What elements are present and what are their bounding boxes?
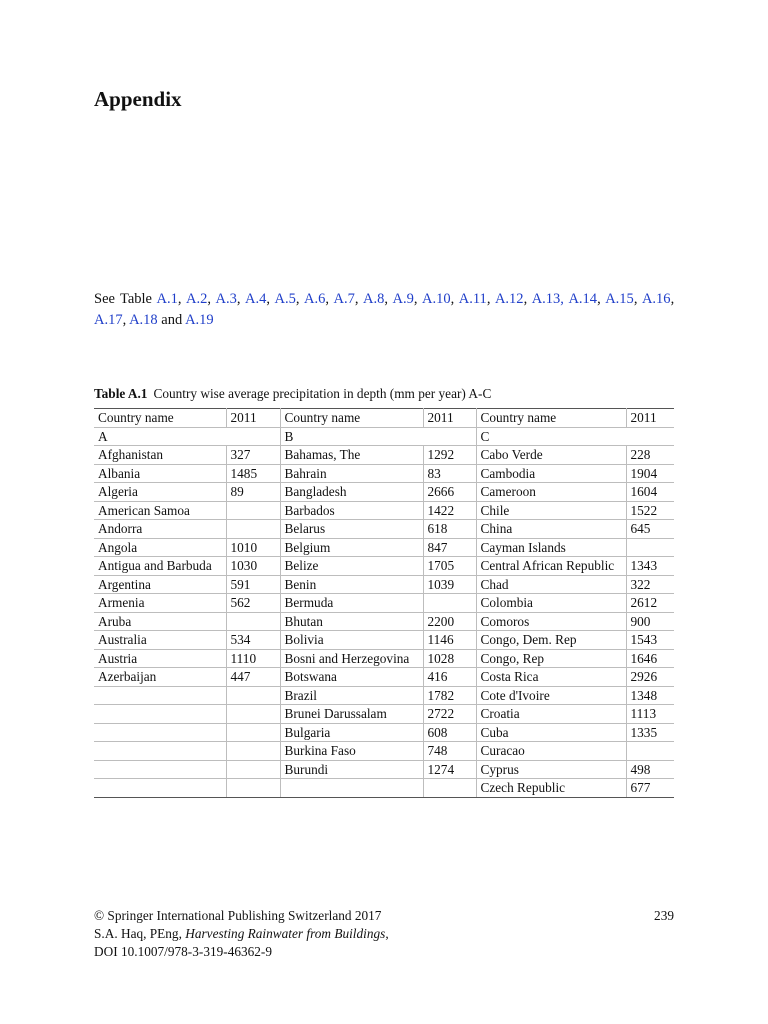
country-name: Cambodia (476, 464, 626, 483)
precip-value: 645 (626, 520, 674, 539)
table-link[interactable]: A.13, (531, 291, 564, 307)
doi-line: DOI 10.1007/978-3-319-46362-9 (94, 944, 273, 959)
table-caption-text: Country wise average precipitation in depth (mm per year) A-C (153, 386, 492, 401)
header-country-a: Country name (94, 409, 226, 428)
country-name: Cuba (476, 723, 626, 742)
precip-value: 1782 (423, 686, 476, 705)
table-link[interactable]: A.4 (245, 291, 267, 307)
precip-value: 447 (226, 668, 280, 687)
table-link[interactable]: A.12 (494, 291, 524, 307)
country-name: Curacao (476, 742, 626, 761)
precip-value: 1522 (626, 501, 674, 520)
table-row (94, 742, 674, 761)
table-link[interactable]: A.15 (605, 291, 634, 307)
precip-value: 322 (626, 575, 674, 594)
precip-value (226, 612, 280, 631)
precip-value (423, 594, 476, 613)
precip-value (626, 538, 674, 557)
precip-value (226, 705, 280, 724)
table-link[interactable]: A.18 (129, 312, 158, 328)
precip-value (626, 742, 674, 761)
table-links-line1: A.1, A.2, A.3, A.4, A.5, A.6, A.7, A.8, A.9, A.10, A.11, A.12, A.13, (156, 291, 564, 307)
precip-value: 1292 (423, 446, 476, 465)
country-name (94, 742, 226, 761)
table-header-row (94, 409, 674, 428)
header-year-c: 2011 (626, 409, 674, 428)
country-name: Burkina Faso (280, 742, 423, 761)
country-name: Chile (476, 501, 626, 520)
precip-value (423, 779, 476, 798)
precip-value: 1335 (626, 723, 674, 742)
country-name: Benin (280, 575, 423, 594)
table-row (94, 446, 674, 465)
letter-row (94, 427, 674, 446)
precip-value: 1485 (226, 464, 280, 483)
table-link[interactable]: A.10 (422, 291, 451, 307)
table-row (94, 686, 674, 705)
page-footer (94, 907, 674, 961)
country-name: Costa Rica (476, 668, 626, 687)
country-name: Congo, Dem. Rep (476, 631, 626, 650)
precip-value: 498 (626, 760, 674, 779)
country-name: Belgium (280, 538, 423, 557)
table-row (94, 557, 674, 576)
precip-value: 89 (226, 483, 280, 502)
country-name: Bolivia (280, 631, 423, 650)
precip-value (226, 501, 280, 520)
country-name: Brunei Darussalam (280, 705, 423, 724)
precip-value (226, 742, 280, 761)
table-links-line2: A.14, A.15, A.16, A.17, A.18 (94, 291, 675, 328)
table-link-last[interactable]: A.19 (185, 312, 214, 328)
table-row (94, 705, 674, 724)
table-link[interactable]: A.11 (458, 291, 487, 307)
precip-value: 1343 (626, 557, 674, 576)
country-name: Cayman Islands (476, 538, 626, 557)
table-row (94, 612, 674, 631)
precip-value: 1274 (423, 760, 476, 779)
country-name: Congo, Rep (476, 649, 626, 668)
table-link[interactable]: A.16 (641, 291, 671, 307)
country-name: Central African Republic (476, 557, 626, 576)
book-title: Harvesting Rainwater from Buildings (185, 926, 386, 941)
country-name (94, 686, 226, 705)
table-caption (94, 386, 674, 402)
precip-value: 534 (226, 631, 280, 650)
table-row (94, 760, 674, 779)
country-name (94, 760, 226, 779)
header-country-c: Country name (476, 409, 626, 428)
country-name (94, 723, 226, 742)
country-name: Aruba (94, 612, 226, 631)
precip-value: 1646 (626, 649, 674, 668)
table-row (94, 723, 674, 742)
table-row (94, 668, 674, 687)
table-row (94, 575, 674, 594)
precip-value (226, 760, 280, 779)
precip-value: 1348 (626, 686, 674, 705)
precip-value (226, 779, 280, 798)
country-name: Armenia (94, 594, 226, 613)
country-name: Angola (94, 538, 226, 557)
table-row (94, 779, 674, 798)
table-row (94, 483, 674, 502)
table-link[interactable]: A.17 (94, 312, 123, 328)
precip-value: 416 (423, 668, 476, 687)
page-number: 239 (654, 908, 674, 923)
country-name: Austria (94, 649, 226, 668)
precip-value: 1030 (226, 557, 280, 576)
intro-conjunction: and (161, 312, 183, 328)
table-row (94, 631, 674, 650)
group-letter-a: A (94, 427, 280, 446)
country-name: Croatia (476, 705, 626, 724)
country-name: Andorra (94, 520, 226, 539)
precip-value: 677 (626, 779, 674, 798)
precip-value: 1904 (626, 464, 674, 483)
header-country-b: Country name (280, 409, 423, 428)
country-name: Algeria (94, 483, 226, 502)
table-link[interactable]: A.3 (215, 291, 237, 307)
country-name (280, 779, 423, 798)
country-name: Bahamas, The (280, 446, 423, 465)
table-link[interactable]: A.1 (156, 291, 178, 307)
precip-value: 1113 (626, 705, 674, 724)
country-name: Australia (94, 631, 226, 650)
precip-value: 1146 (423, 631, 476, 650)
country-name: Albania (94, 464, 226, 483)
country-name: Belize (280, 557, 423, 576)
table-link[interactable]: A.6 (304, 291, 326, 307)
precip-value: 900 (626, 612, 674, 631)
precip-value: 618 (423, 520, 476, 539)
precip-value (226, 723, 280, 742)
precip-value: 1604 (626, 483, 674, 502)
precip-value: 1039 (423, 575, 476, 594)
country-name: Argentina (94, 575, 226, 594)
country-name: Bahrain (280, 464, 423, 483)
country-name: Burundi (280, 760, 423, 779)
precip-value: 2926 (626, 668, 674, 687)
table-link[interactable]: A.14 (568, 291, 598, 307)
country-name: Bhutan (280, 612, 423, 631)
table-row (94, 594, 674, 613)
table-row (94, 649, 674, 668)
precip-value: 1705 (423, 557, 476, 576)
country-name (94, 779, 226, 798)
table-link[interactable]: A.7 (333, 291, 355, 307)
author: S.A. Haq, PEng, (94, 926, 182, 941)
precip-value: 1422 (423, 501, 476, 520)
country-name: Bangladesh (280, 483, 423, 502)
table-row (94, 538, 674, 557)
country-name: Bosni and Herzegovina (280, 649, 423, 668)
country-name: Belarus (280, 520, 423, 539)
intro-paragraph (94, 289, 674, 331)
table-link[interactable]: A.8 (363, 291, 385, 307)
group-letter-b: B (280, 427, 476, 446)
table-row (94, 501, 674, 520)
country-name: Chad (476, 575, 626, 594)
precip-value: 1010 (226, 538, 280, 557)
precipitation-table (94, 408, 674, 798)
precip-value: 2200 (423, 612, 476, 631)
precip-value: 1110 (226, 649, 280, 668)
country-name: Cameroon (476, 483, 626, 502)
country-name (94, 705, 226, 724)
table-row (94, 520, 674, 539)
header-year-b: 2011 (423, 409, 476, 428)
table-row (94, 464, 674, 483)
country-name: Afghanistan (94, 446, 226, 465)
precip-value (226, 520, 280, 539)
country-name: Bermuda (280, 594, 423, 613)
precip-value: 748 (423, 742, 476, 761)
precip-value: 562 (226, 594, 280, 613)
country-name: Colombia (476, 594, 626, 613)
copyright-line: © Springer International Publishing Switzerland 2017 (94, 908, 382, 923)
country-name: Antigua and Barbuda (94, 557, 226, 576)
precip-value: 83 (423, 464, 476, 483)
country-name: China (476, 520, 626, 539)
precip-value: 847 (423, 538, 476, 557)
header-year-a: 2011 (226, 409, 280, 428)
precip-value: 1543 (626, 631, 674, 650)
country-name: Cabo Verde (476, 446, 626, 465)
country-name: Azerbaijan (94, 668, 226, 687)
country-name: Botswana (280, 668, 423, 687)
precip-value: 2666 (423, 483, 476, 502)
country-name: Cyprus (476, 760, 626, 779)
precip-value: 327 (226, 446, 280, 465)
country-name: Barbados (280, 501, 423, 520)
intro-prefix: See Table (94, 291, 152, 307)
table-link[interactable]: A.9 (392, 291, 414, 307)
country-name: Czech Republic (476, 779, 626, 798)
country-name: Comoros (476, 612, 626, 631)
precip-value: 608 (423, 723, 476, 742)
group-letter-c: C (476, 427, 674, 446)
precip-value: 228 (626, 446, 674, 465)
precip-value: 2612 (626, 594, 674, 613)
page-title: Appendix (94, 87, 182, 111)
precip-value: 1028 (423, 649, 476, 668)
country-name: Bulgaria (280, 723, 423, 742)
table-link[interactable]: A.2 (186, 291, 208, 307)
table-caption-label: Table A.1 (94, 386, 148, 401)
country-name: Cote d'Ivoire (476, 686, 626, 705)
table-link[interactable]: A.5 (274, 291, 296, 307)
precip-value: 2722 (423, 705, 476, 724)
precip-value (226, 686, 280, 705)
precip-value: 591 (226, 575, 280, 594)
citation-line: S.A. Haq, PEng, Harvesting Rainwater from Buildings, (94, 926, 389, 941)
country-name: Brazil (280, 686, 423, 705)
country-name: American Samoa (94, 501, 226, 520)
